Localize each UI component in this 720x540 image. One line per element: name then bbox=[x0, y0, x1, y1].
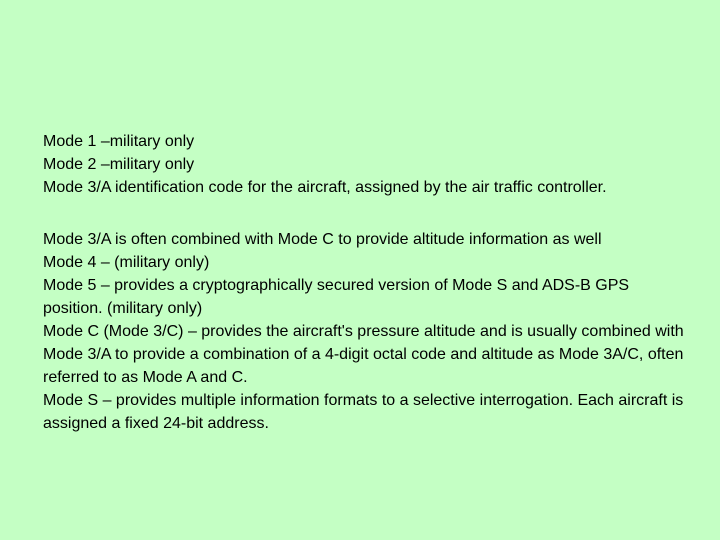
mode-3a-combined-line: Mode 3/A is often combined with Mode C to provide altitude information as well bbox=[43, 231, 602, 248]
slide-body-text bbox=[43, 130, 693, 435]
mode-1-line: Mode 1 –military only bbox=[43, 133, 195, 150]
mode-c-line: Mode C (Mode 3/C) – provides the aircraft's pressure altitude and is usually combined with Mode 3/A to provide a combination of a 4-digit octal code and altitude as Mode 3A/C, often referred to as Mode A and C. bbox=[43, 323, 684, 386]
mode-3a-line: Mode 3/A identification code for the aircraft, assigned by the air traffic controller. bbox=[43, 179, 607, 196]
mode-2-line: Mode 2 –military only bbox=[43, 156, 195, 173]
mode-5-line: Mode 5 – provides a cryptographically secured version of Mode S and ADS-B GPS position. (military only) bbox=[43, 277, 630, 317]
mode-s-line: Mode S – provides multiple information formats to a selective interrogation. Each aircraft is assigned a fixed 24-bit address. bbox=[43, 392, 684, 432]
paragraph-gap bbox=[43, 199, 693, 228]
mode-4-line: Mode 4 – (military only) bbox=[43, 254, 210, 271]
